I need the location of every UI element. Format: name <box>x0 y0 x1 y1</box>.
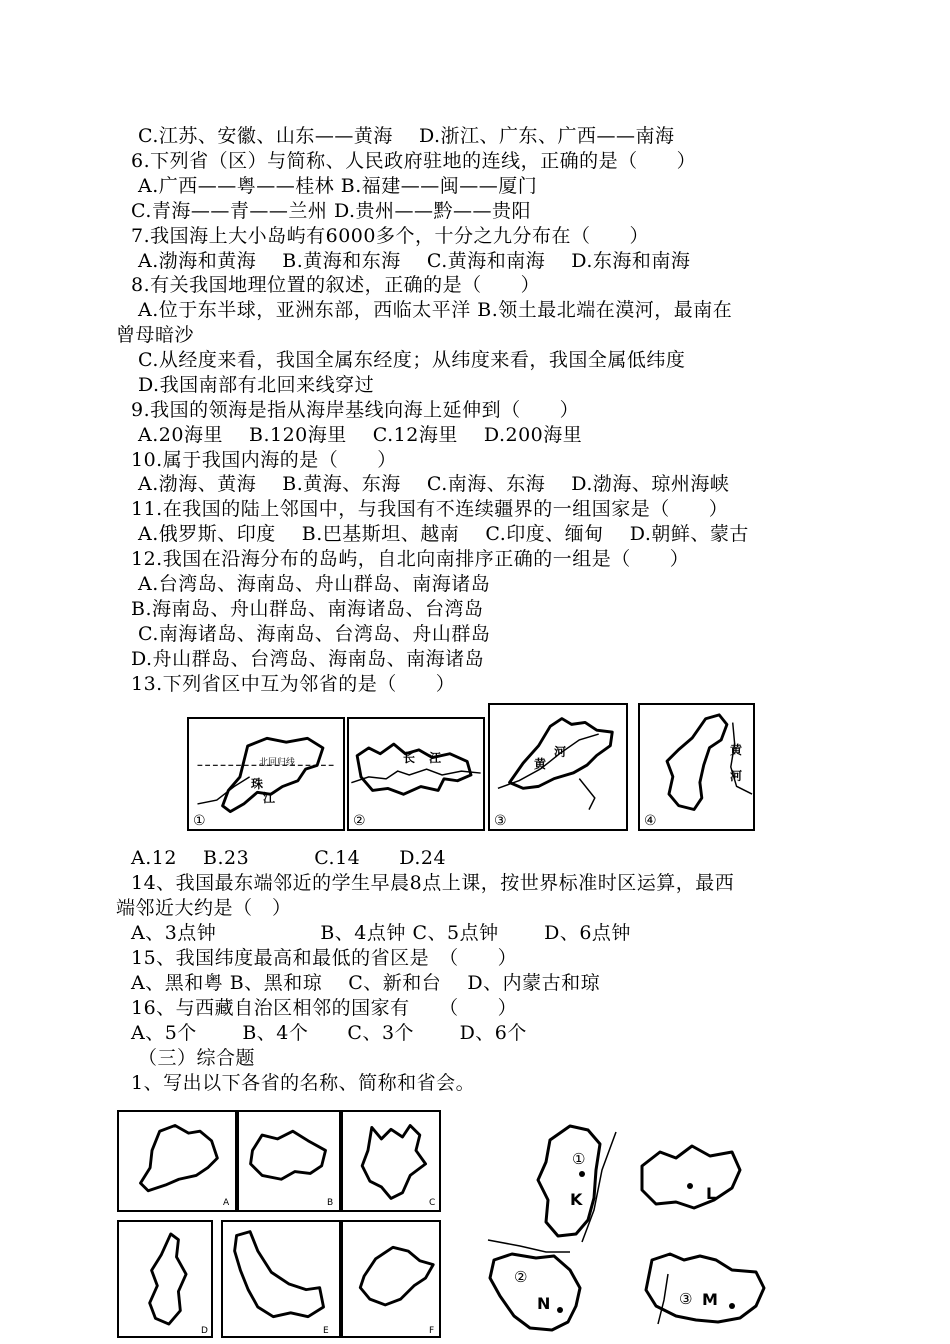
figure-number: ④ <box>644 813 657 829</box>
option-line: B.海南岛、舟山群岛、南海诸岛、台湾岛 <box>131 598 484 620</box>
option-line: A、黑和粤 B、黑和琼 C、新和台 D、内蒙古和琼 <box>131 972 601 994</box>
question-10: 10.属于我国内海的是（ ） <box>131 449 397 471</box>
river-label: 珠 <box>251 777 264 791</box>
question-9: 9.我国的领海是指从海岸基线向海上延伸到（ ） <box>131 399 580 421</box>
tropic-label: 北回归线 <box>259 758 296 768</box>
composite-question-1: 1、写出以下各省的名称、简称和省会。 <box>131 1072 476 1094</box>
option-line: A、5个 B、4个 C、3个 D、6个 <box>131 1022 527 1044</box>
province-figure-c <box>341 1110 441 1212</box>
province-figure-d <box>117 1220 213 1338</box>
map-marker-1: ① <box>572 1150 586 1168</box>
figure-number: ③ <box>494 813 507 829</box>
option-line: D.舟山群岛、台湾岛、海南岛、南海诸岛 <box>131 648 485 670</box>
option-line: C.南海诸岛、海南岛、台湾岛、舟山群岛 <box>138 623 491 645</box>
q13-figure-1 <box>187 717 345 831</box>
figure-number: ① <box>193 813 206 829</box>
river-label: 黄 <box>534 757 547 771</box>
option-line: A.渤海和黄海 B.黄海和东海 C.黄海和南海 D.东海和南海 <box>138 250 691 272</box>
option-line: A.20海里 B.120海里 C.12海里 D.200海里 <box>138 424 583 446</box>
map-label-l: L <box>706 1184 717 1203</box>
question-8: 8.有关我国地理位置的叙述，正确的是（ ） <box>131 274 541 296</box>
section-heading: （三）综合题 <box>138 1047 256 1069</box>
option-line-cont: 曾母暗沙 <box>116 324 195 346</box>
province-figure-f <box>341 1220 441 1338</box>
river-label: 河 <box>730 769 743 783</box>
q13-figure-4 <box>638 703 755 831</box>
province-maps-right <box>470 1110 800 1344</box>
figure-letter: E <box>323 1326 329 1336</box>
map-marker-3: ③ <box>679 1290 693 1308</box>
option-line: A.俄罗斯、印度 B.巴基斯坦、越南 C.印度、缅甸 D.朝鲜、蒙古 <box>138 523 749 545</box>
figure-letter: D <box>201 1326 208 1336</box>
river-label: 江 <box>429 751 442 765</box>
river-label: 江 <box>263 791 276 805</box>
figure-letter: C <box>429 1198 436 1208</box>
question-6: 6.下列省（区）与简称、人民政府驻地的连线，正确的是（ ） <box>131 150 697 172</box>
question-14-cont: 端邻近大约是（ ） <box>116 897 292 919</box>
map-label-n: N <box>537 1294 551 1313</box>
river-label: 长 <box>403 751 416 765</box>
map-label-k: K <box>570 1190 583 1209</box>
river-label: 黄 <box>730 743 743 757</box>
option-line: D.我国南部有北回来线穿过 <box>138 374 375 396</box>
figure-letter: A <box>223 1198 230 1208</box>
option-line: C.从经度来看，我国全属东经度；从纬度来看，我国全属低纬度 <box>138 349 686 371</box>
option-line: A.位于东半球，亚洲东部，西临太平洋 B.领土最北端在漠河，最南在 <box>138 299 733 321</box>
figure-number: ② <box>353 813 366 829</box>
option-line: A.渤海、黄海 B.黄海、东海 C.南海、东海 D.渤海、琼州海峡 <box>138 473 730 495</box>
map-marker-2: ② <box>514 1268 528 1286</box>
figure-letter: F <box>429 1326 435 1336</box>
q13-figure-2 <box>347 717 485 831</box>
question-12: 12.我国在沿海分布的岛屿，自北向南排序正确的一组是（ ） <box>131 548 690 570</box>
river-label: 河 <box>554 745 567 759</box>
question-14: 14、我国最东端邻近的学生早晨8点上课，按世界标准时区运算，最西 <box>131 872 735 894</box>
province-figure-a <box>117 1110 237 1212</box>
figure-letter: B <box>327 1198 334 1208</box>
question-16: 16、与西藏自治区相邻的国家有 （ ） <box>131 997 518 1019</box>
option-line: C.青海——青——兰州 D.贵州——黔——贵阳 <box>131 200 532 222</box>
option-line: A.台湾岛、海南岛、舟山群岛、南海诸岛 <box>138 573 491 595</box>
province-figure-e <box>221 1220 341 1338</box>
question-11: 11.在我国的陆上邻国中，与我国有不连续疆界的一组国家是（ ） <box>131 498 729 520</box>
q13-figure-3 <box>488 703 628 831</box>
option-line: C.江苏、安徽、山东——黄海 D.浙江、广东、广西——南海 <box>138 125 675 147</box>
question-13: 13.下列省区中互为邻省的是（ ） <box>131 673 456 695</box>
option-line: A.广西——粤——桂林 B.福建——闽——厦门 <box>138 175 538 197</box>
question-15: 15、我国纬度最高和最低的省区是 （ ） <box>131 947 518 969</box>
question-7: 7.我国海上大小岛屿有6000多个，十分之九分布在（ ） <box>131 225 649 247</box>
option-line: A.12 B.23 C.14 D.24 <box>131 847 447 869</box>
province-figure-b <box>237 1110 341 1212</box>
option-line: A、3点钟 B、4点钟 C、5点钟 D、6点钟 <box>131 922 631 944</box>
map-label-m: M <box>702 1290 718 1309</box>
